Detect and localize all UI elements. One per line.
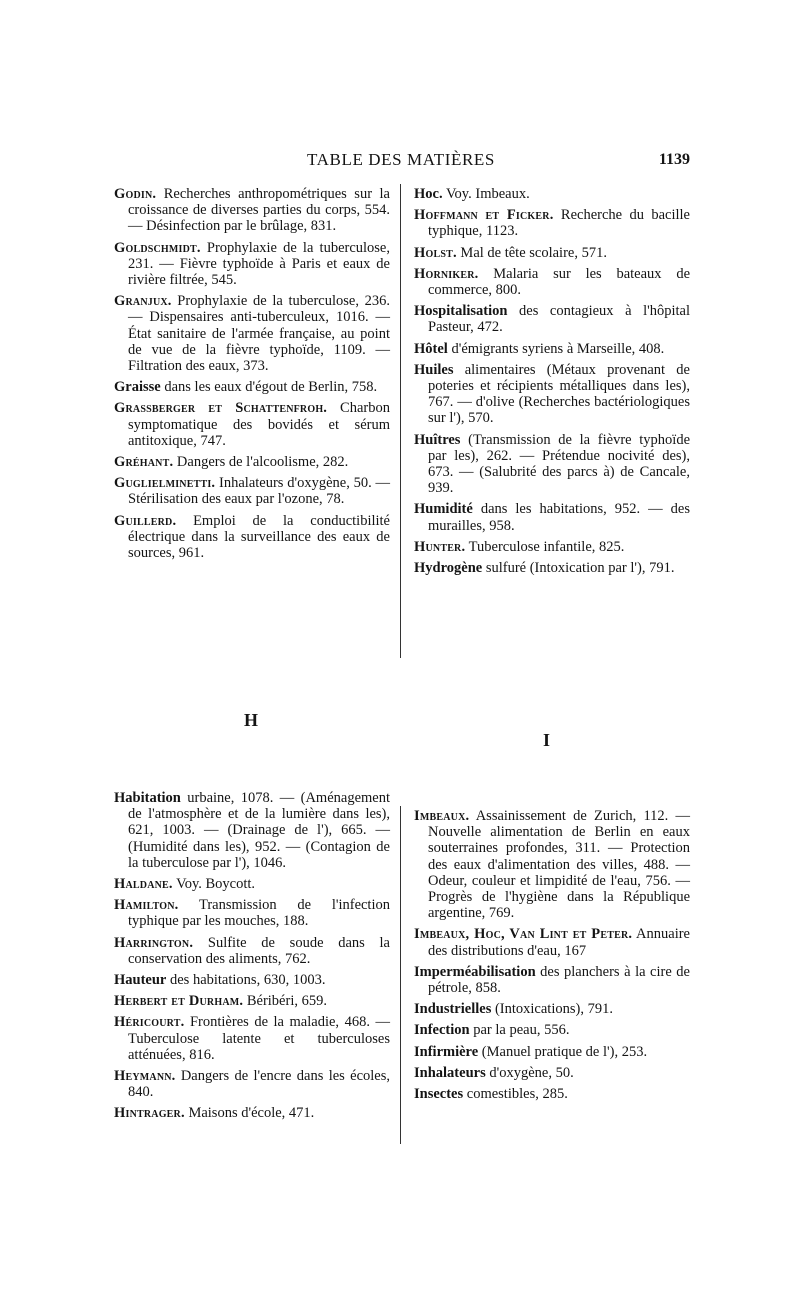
section-letter-h: H <box>244 710 259 730</box>
entry-text: dans les habitations, 952. — des murailles, 958. <box>428 501 690 534</box>
index-column-left-bottom <box>114 790 390 1127</box>
entry-text: Recherche du bacille typhique, 1123. <box>428 207 690 240</box>
entry-author-name: Herbert et Durham. <box>114 993 244 1010</box>
index-entry <box>414 560 690 576</box>
entry-author-name: Heymann. <box>114 1068 176 1085</box>
entry-text: Charbon symptomatique des bovidés et sérum antitoxique, 747. <box>128 400 390 449</box>
entry-keyword: Inhalateurs <box>414 1064 486 1081</box>
entry-author-name: Guillerd. <box>114 512 177 529</box>
entry-keyword: Huîtres <box>414 431 461 448</box>
entry-author-name: Hamilton. <box>114 897 179 914</box>
entry-keyword: Hoc. <box>414 186 443 202</box>
entry-keyword: Hydrogène <box>414 560 483 577</box>
entry-keyword: Industrielles <box>414 1001 492 1018</box>
entry-author-name: Hoffmann et Ficker. <box>414 207 554 224</box>
index-entry <box>114 876 390 892</box>
index-entry <box>114 186 390 235</box>
entry-text: (Intoxications), 791. <box>491 1001 613 1018</box>
entry-text: sulfuré (Intoxication par l'), 791. <box>482 560 675 577</box>
index-entry <box>414 341 690 357</box>
entry-text: Dangers de l'alcoolisme, 282. <box>173 454 349 471</box>
entry-text: des planchers à la cire de pétrole, 858. <box>428 963 690 997</box>
entry-text: (Manuel pratique de l'), 253. <box>478 1043 648 1060</box>
entry-text: Transmission de l'infection typhique par les mouches, 188. <box>128 897 390 930</box>
index-entry <box>414 539 690 555</box>
entry-keyword: Imperméabilisation <box>414 963 536 980</box>
entry-author-name: Holst. <box>414 244 457 261</box>
entry-author-name: Hintrager. <box>114 1105 185 1122</box>
entry-author-name: Haldane. <box>114 876 173 893</box>
index-entry <box>414 266 690 298</box>
index-column-left-top <box>114 186 390 566</box>
entry-text: Voy. Boycott. <box>172 876 256 893</box>
entry-text: Annuaire des distributions d'eau, 167 <box>428 926 690 959</box>
index-entry <box>414 808 690 921</box>
entry-text: comestibles, 285. <box>463 1086 568 1103</box>
entry-text: Emploi de la conductibilité électrique dans la surveillance des eaux de sources, 961. <box>128 512 390 562</box>
index-entry <box>414 926 690 958</box>
entry-text: Sulfite de soude dans la conservation des aliments, 762. <box>128 934 390 967</box>
index-entry <box>414 1001 690 1017</box>
entry-keyword: Infirmière <box>414 1043 479 1060</box>
entry-text: Maisons d'école, 471. <box>184 1105 315 1122</box>
index-entry <box>414 245 690 261</box>
entry-keyword: Graisse <box>114 379 161 396</box>
index-entry <box>114 400 390 449</box>
index-entry <box>114 454 390 470</box>
entry-text: par la peau, 556. <box>469 1022 570 1039</box>
index-entry <box>114 993 390 1009</box>
entry-text: Dangers de l'encre dans les écoles, 840. <box>128 1068 390 1101</box>
index-entry <box>414 1086 690 1102</box>
entry-text: d'émigrants syriens à Marseille, 408. <box>447 340 665 357</box>
entry-text: Béribéri, 659. <box>243 993 327 1010</box>
entry-author-name: Gréhant. <box>114 454 174 471</box>
entry-text: Frontières de la maladie, 468. — Tuberculose latente et tuberculoses atténuées, 816. <box>128 1014 390 1063</box>
entry-author-name: Imbeaux, Hoc, Van Lint et Peter. <box>414 926 633 943</box>
entry-keyword: Hôtel <box>414 340 448 357</box>
page-header <box>112 150 690 176</box>
index-entry <box>114 1014 390 1063</box>
index-entry <box>414 501 690 533</box>
entry-author-name: Héricourt. <box>114 1014 185 1031</box>
entry-text: Prophylaxie de la tuberculose, 236. — Dispensaires anti-tuberculeux, 1016. — État sanitaire de l'armée française, au point de vue de la fièvre typhoïde, 1109. — Filtration des eaux, 373. <box>128 293 390 375</box>
entry-author-name: Hunter. <box>414 538 466 555</box>
index-column-right-top <box>414 186 690 581</box>
index-entry <box>414 186 690 202</box>
index-entry <box>114 935 390 967</box>
index-entry <box>414 1065 690 1081</box>
entry-keyword: Humidité <box>414 501 473 518</box>
entry-keyword: Huiles <box>414 361 454 378</box>
index-entry <box>114 972 390 988</box>
entry-keyword: Hospitalisation <box>414 303 508 320</box>
column-divider-top <box>400 184 401 658</box>
index-entry <box>114 475 390 507</box>
entry-author-name: Grassberger et Schattenfroh. <box>114 400 328 417</box>
entry-text: (Transmission de la fièvre typhoïde par les), 262. — Prétendue nocivité des), 673. — (Salubrité des parcs à) de Cancale, 939. <box>428 431 690 497</box>
column-divider-bottom <box>400 806 401 1144</box>
entry-text: d'oxygène, 50. <box>485 1064 574 1081</box>
index-entry <box>414 303 690 335</box>
index-entry <box>114 790 390 871</box>
page-number: 1139 <box>658 151 690 168</box>
entry-text: Recherches anthropométriques sur la croissance de diverses parties du corps, 554. — Désinfection par le brûlage, 831. <box>128 186 390 235</box>
index-entry <box>114 1105 390 1121</box>
entry-text: Voy. Imbeaux. <box>442 186 530 202</box>
entry-keyword: Habitation <box>114 790 181 806</box>
entry-author-name: Horniker. <box>414 265 479 282</box>
entry-keyword: Infection <box>414 1022 470 1039</box>
entry-author-name: Harrington. <box>114 934 194 951</box>
entry-text: dans les eaux d'égout de Berlin, 758. <box>160 379 378 396</box>
entry-keyword: Insectes <box>414 1086 464 1103</box>
entry-text: Mal de tête scolaire, 571. <box>456 244 607 261</box>
index-entry <box>414 432 690 497</box>
entry-text: urbaine, 1078. — (Aménagement de l'atmosphère et de la lumière dans les), 621, 1003. — (Drainage de l'), 665. — (Humidité dans les), 952. — (Contagion de la tuberculose par l'), 1046. <box>128 790 390 871</box>
entry-author-name: Goldschmidt. <box>114 239 201 256</box>
index-entry <box>114 897 390 929</box>
entry-text: Prophylaxie de la tuberculose, 231. — Fièvre typhoïde à Paris et eaux de rivière filtrée, 545. <box>128 239 390 289</box>
entry-text: Assainissement de Zurich, 112. — Nouvelle alimentation de Berlin en eaux souterraines profondes, 311. — Protection des eaux d'alimentation des villes, 488. — Odeur, couleur et limpidité de l'eau, 756. — Progrès de l'hygiène dans la République argentine, 769. <box>428 808 690 922</box>
entry-author-name: Godin. <box>114 186 157 202</box>
index-entry <box>414 207 690 239</box>
index-entry <box>414 1022 690 1038</box>
entry-author-name: Granjux. <box>114 293 172 310</box>
entry-text: Malaria sur les bateaux de commerce, 800. <box>428 265 690 299</box>
index-entry <box>114 379 390 395</box>
running-title: TABLE DES MATIÈRES <box>307 150 495 169</box>
entry-text: Inhalateurs d'oxygène, 50. — Stérilisation des eaux par l'ozone, 78. <box>128 475 390 508</box>
entry-keyword: Hauteur <box>114 972 167 989</box>
index-entry <box>114 513 390 562</box>
index-entry <box>414 964 690 996</box>
index-entry <box>114 293 390 374</box>
entry-text: des contagieux à l'hôpital Pasteur, 472. <box>428 303 690 336</box>
entry-text: Tuberculose infantile, 825. <box>465 538 625 555</box>
entry-author-name: Guglielminetti. <box>114 475 216 492</box>
entry-text: des habitations, 630, 1003. <box>166 972 326 989</box>
entry-author-name: Imbeaux. <box>414 808 470 824</box>
index-entry <box>114 1068 390 1100</box>
index-entry <box>414 1044 690 1060</box>
index-entry <box>114 240 390 289</box>
index-entry <box>414 362 690 427</box>
entry-text: alimentaires (Métaux provenant de poteries et récipients métalliques dans les), 767. — d'olive (Recherches bactériologiques sur l'), 570. <box>428 361 690 427</box>
section-letter-i: I <box>543 730 551 750</box>
index-column-right-bottom <box>414 808 690 1107</box>
